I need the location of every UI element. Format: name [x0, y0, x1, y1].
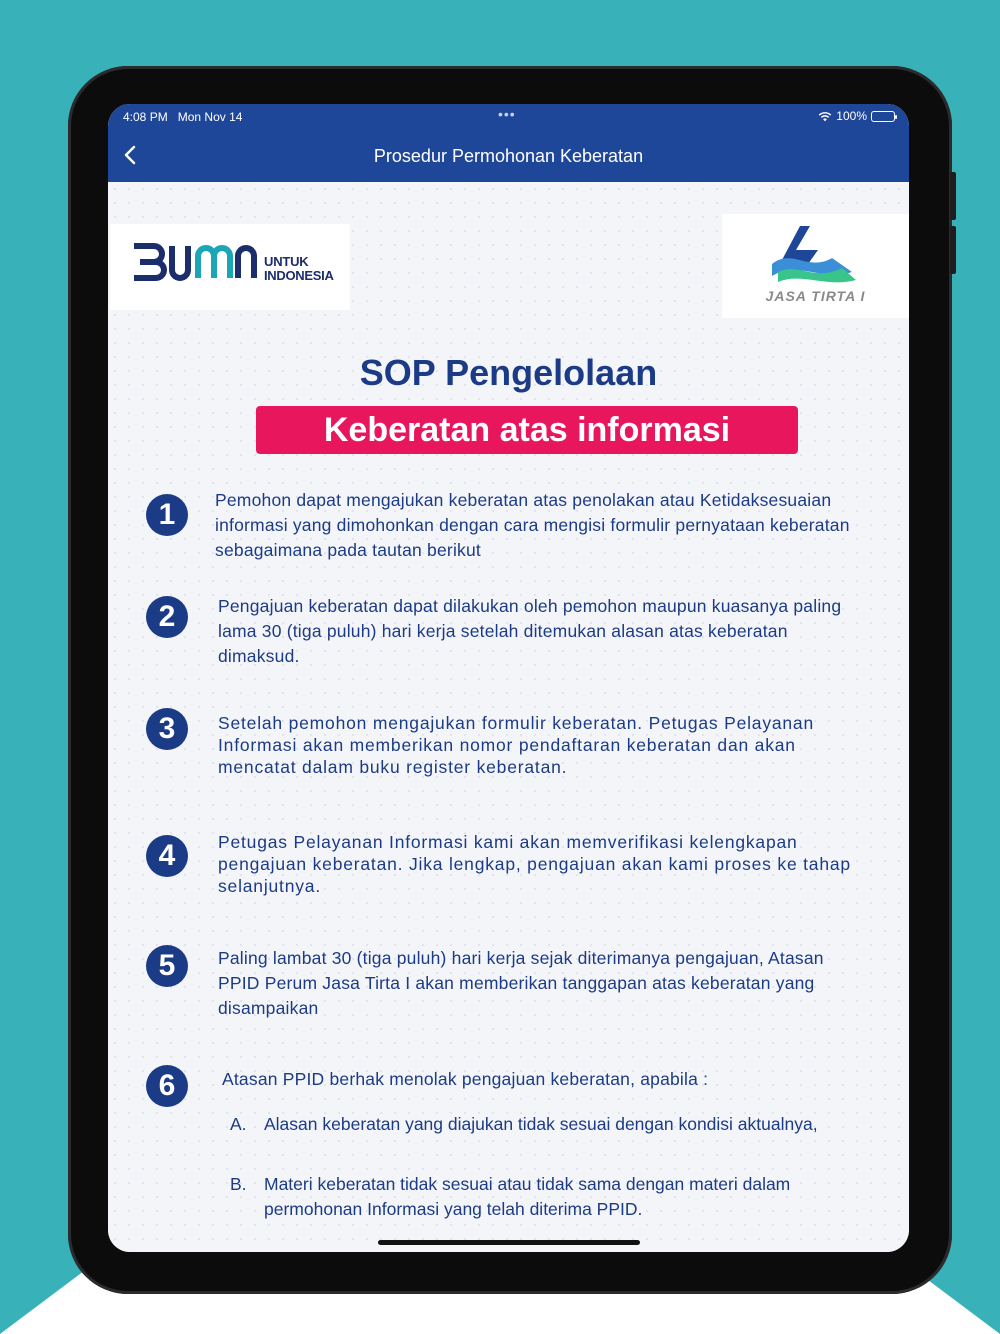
page-title: Prosedur Permohonan Keberatan	[373, 146, 644, 166]
wifi-icon	[818, 111, 832, 122]
volume-up-button	[950, 172, 956, 220]
step-number-3: 3	[146, 708, 188, 750]
step-text-3: Setelah pemohon mengajukan formulir keberatan. Petugas Pelayanan Informasi akan memberikan nomor pendaftaran keberatan dan akan mencatat dalam buku register keberatan.	[218, 713, 814, 777]
sop-subtitle-banner: Keberatan atas informasi	[256, 406, 798, 454]
status-time: 4:08 PM Mon Nov 14	[123, 110, 243, 124]
sub-item-text: Alasan keberatan yang diajukan tidak sesuai dengan kondisi aktualnya,	[264, 1114, 818, 1134]
sub-item-text: Materi keberatan tidak sesuai atau tidak sama dengan materi dalam permohonan Informasi yang telah diterima PPID.	[264, 1174, 791, 1219]
status-bar	[108, 104, 909, 130]
screen	[108, 104, 909, 1252]
sub-item-letter: B.	[230, 1174, 247, 1194]
step-text-1: Pemohon dapat mengajukan keberatan atas penolakan atau Ketidaksesuaian informasi yang dimohonkan dengan cara mengisi formulir pernyataan keberatan sebagaimana pada tautan berikut	[215, 490, 850, 560]
step-text-4: Petugas Pelayanan Informasi kami akan memverifikasi kelengkapan pengajuan keberatan. Jika lengkap, pengajuan akan kami proses ke tahap selanjutnya.	[218, 832, 851, 896]
sop-document-image	[108, 182, 909, 1252]
battery-percentage: 100%	[836, 109, 867, 123]
step-number-6: 6	[146, 1065, 188, 1107]
sop-title: SOP Pengelolaan	[359, 352, 658, 393]
battery-icon	[871, 111, 895, 122]
step-text-2: Pengajuan keberatan dapat dilakukan oleh pemohon maupun kuasanya paling lama 30 (tiga puluh) hari kerja setelah ditemukan alasan atas keberatan dimaksud.	[218, 596, 842, 666]
step-number-4: 4	[146, 835, 188, 877]
jasa-tirta-logo	[722, 214, 909, 318]
step-text-6: Atasan PPID berhak menolak pengajuan keberatan, apabila :	[222, 1069, 709, 1089]
step-text-5: Paling lambat 30 (tiga puluh) hari kerja sejak diterimanya pengajuan, Atasan PPID Perum Jasa Tirta I akan memberikan tanggapan atas keberatan yang disampaikan	[218, 948, 824, 1018]
sub-item-letter: A.	[230, 1114, 247, 1134]
step-number-1: 1	[146, 494, 188, 536]
jasa-tirta-logo-text: JASA TIRTA I	[765, 288, 866, 304]
step-number-5: 5	[146, 945, 188, 987]
bumn-logo-text-line1: UNTUK	[264, 254, 309, 269]
bumn-logo-mark	[132, 242, 262, 282]
bumn-logo	[110, 224, 350, 310]
volume-down-button	[950, 226, 956, 274]
jasa-tirta-logo-mark	[762, 220, 862, 286]
bumn-logo-text-line2: INDONESIA	[264, 268, 334, 283]
home-indicator[interactable]	[378, 1240, 640, 1245]
status-right	[818, 109, 895, 123]
step-number-2: 2	[146, 596, 188, 638]
multitasking-dots-icon[interactable]: •••	[498, 106, 516, 122]
navigation-bar	[108, 130, 909, 182]
